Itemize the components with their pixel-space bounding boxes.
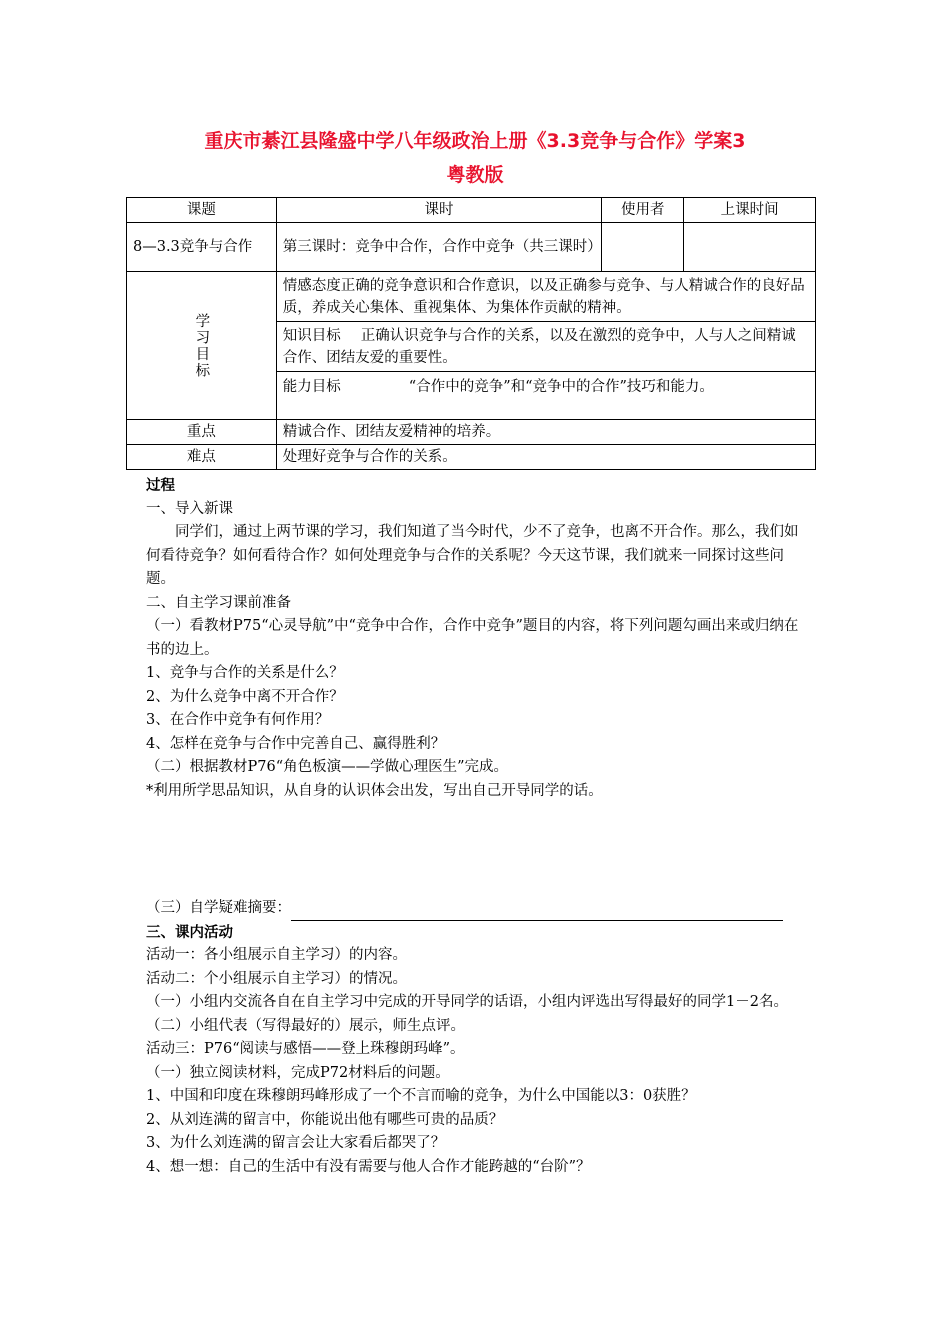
activity-3-step1: （一）独立阅读材料，完成P72材料后的问题。 — [146, 1064, 450, 1081]
process-heading: 过程 — [146, 477, 175, 494]
key-text: 精诚合作、团结友爱精神的培养。 — [276, 420, 815, 445]
difficulty-text: 处理好竞争与合作的关系。 — [276, 445, 815, 470]
activity-2-step1: （一）小组内交流各自在自主学习中完成的开导同学的话语，小组内评选出写得最好的同学1－2名。 — [146, 994, 788, 1010]
goal-knowledge-cell — [276, 322, 815, 372]
goals-label: 学习目标 — [193, 312, 210, 379]
goal-ability-cell — [276, 372, 815, 420]
goal-emotion-cell — [276, 272, 815, 322]
section1-paragraph: 同学们，通过上两节课的学习，我们知道了当今时代，少不了竞争，也离不开合作。那么，我们如何看待竞争？如何看待合作？如何处理竞争与合作的关系呢？今天这节课，我们就来一同探讨这些问题。 — [146, 524, 799, 587]
difficulty-label: 难点 — [127, 445, 277, 470]
section3-heading: 三、课内活动 — [146, 923, 233, 941]
question-4: 4、怎样在竞争与合作中完善自己、赢得胜利？ — [146, 735, 446, 752]
question-1: 1、竞争与合作的关系是什么？ — [146, 665, 344, 681]
reading-question-4: 4、想一想：自己的生活中有没有需要与他人合作才能跨越的“台阶”？ — [146, 1158, 591, 1175]
topic-cell: 8—3.3竞争与合作 — [127, 223, 277, 272]
goal-ability-text: “合作中的竞争”和“竞争中的合作”技巧和能力。 — [408, 379, 714, 395]
goal-knowledge-label: 知识目标 — [282, 327, 341, 344]
document-title-line1: 重庆市綦江县隆盛中学八年级政治上册《3.3竞争与合作》学案3 — [204, 130, 746, 152]
content-part2 — [146, 897, 810, 1179]
section2-task1: （一）看教材P75“心灵导航”中“竞争中合作，合作中竞争”题目的内容，将下列问题勾画出来或归纳在书的边上。 — [146, 618, 799, 658]
document-title-line2: 粤教版 — [446, 164, 504, 186]
activity-2-step2: （二）小组代表（写得最好的）展示，师生点评。 — [146, 1017, 465, 1034]
period-cell: 第三课时：竞争中合作，合作中竞争（共三课时） — [276, 223, 601, 272]
header-time: 上课时间 — [684, 198, 816, 223]
reading-question-1: 1、中国和印度在珠穆朗玛峰形成了一个不言而喻的竞争，为什么中国能以3：0获胜？ — [146, 1088, 696, 1104]
goal-emotion-label: 情感态度 — [282, 277, 341, 294]
section2-task3-label: （三）自学疑难摘要： — [146, 900, 291, 916]
lesson-info-table — [126, 197, 816, 470]
activity-2: 活动二：个小组展示自主学习）的情况。 — [146, 970, 407, 987]
key-label: 重点 — [127, 420, 277, 445]
content-part1 — [146, 474, 810, 803]
goal-knowledge-text: 正确认识竞争与合作的关系，以及在激烈的竞争中，人与人之间精诚合作、团结友爱的重要性。 — [282, 327, 796, 366]
goal-emotion-text: 正确的竞争意识和合作意识，以及正确参与竞争、与人精诚合作的良好品质，养成关心集体、重视集体、为集体作贡献的精神。 — [282, 277, 805, 316]
table-lesson-row — [127, 223, 816, 272]
key-row — [127, 420, 816, 445]
table-header-row — [127, 198, 816, 223]
header-user: 使用者 — [602, 198, 684, 223]
answer-blank-line[interactable] — [291, 904, 783, 921]
question-3: 3、在合作中竞争有何作用？ — [146, 712, 330, 728]
activity-3: 活动三：P76“阅读与感悟——登上珠穆朗玛峰”。 — [146, 1041, 465, 1057]
question-2: 2、为什么竞争中离不开合作？ — [146, 688, 344, 705]
header-period: 课时 — [276, 198, 601, 223]
section2-heading: 二、自主学习课前准备 — [146, 594, 291, 611]
activity-1: 活动一：各小组展示自主学习）的内容。 — [146, 947, 407, 963]
section2-task2-note: *利用所学思品知识，从自身的认识体会出发，写出自己开导同学的话。 — [146, 782, 603, 799]
section2-task2: （二）根据教材P76“角色板演——学做心理医生”完成。 — [146, 759, 509, 775]
time-cell — [684, 223, 816, 272]
reading-question-2: 2、从刘连满的留言中，你能说出他有哪些可贵的品质？ — [146, 1111, 504, 1128]
goal-ability-label: 能力目标 — [282, 379, 341, 395]
section1-heading: 一、导入新课 — [146, 500, 233, 517]
header-topic: 课题 — [127, 198, 277, 223]
difficulty-row — [127, 445, 816, 470]
reading-question-3: 3、为什么刘连满的留言会让大家看后都哭了？ — [146, 1135, 446, 1151]
user-cell — [602, 223, 684, 272]
section2-task3 — [146, 897, 810, 921]
goal-emotion-row — [127, 272, 816, 322]
goals-label-cell — [127, 272, 277, 420]
